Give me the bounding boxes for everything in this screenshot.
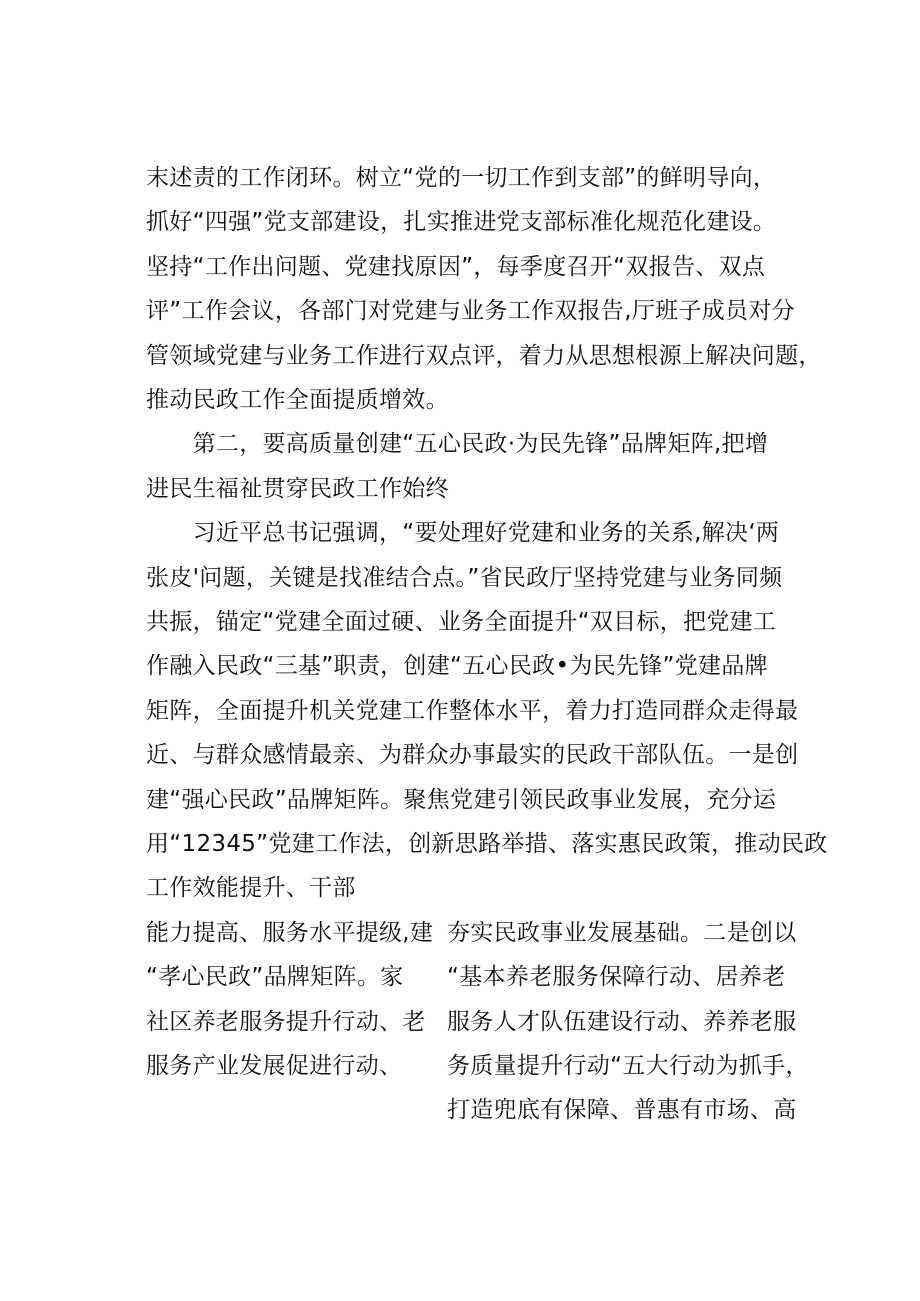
text-line: 服务人才队伍建设行动、养养老服 [447,1009,797,1035]
text-line: 评”工作会议，各部门对党建与业务工作双报告,厅班子成员对分 [146,298,795,324]
section-heading: 第二，要高质量创建“五心民政·为民先锋”品牌矩阵,把增 [146,431,769,457]
text-line: 工作效能提升、干部 [146,875,356,901]
text-line: 作融入民政“三基”职责，创建“五心民政•为民先锋”党建品牌 [146,653,768,679]
text-line: 建“强心民政”品牌矩阵。聚焦党建引领民政事业发展，充分运 [146,787,777,813]
text-line: “基本养老服务保障行动、居养老 [447,964,786,990]
text-line: 习近平总书记强调，“要处理好党建和业务的关系,解决‘两 [146,520,780,546]
text-line: 近、与群众感情最亲、为群众办事最实的民政干部队伍。一是创 [146,742,799,768]
text-line: 能力提高、服务水平提级,建 [146,920,434,946]
text-line: 坚持“工作出问题、党建找原因”，每季度召开“双报告、双点 [146,254,766,280]
text-line: 抓好“四强”党支部建设，扎实推进党支部标准化规范化建设。 [146,209,777,235]
text-line: 管领域党建与业务工作进行双点评，着力从思想根源上解决问题， [146,343,822,369]
text-line: 推动民政工作全面提质增效。 [146,387,449,413]
section-heading: 进民生福祉贯穿民政工作始终 [146,476,449,502]
text-line: 矩阵，全面提升机关党建工作整体水平，着力打造同群众走得最 [146,698,799,724]
text-line: 服务产业发展促进行动、 [146,1053,403,1079]
text-line: 打造兜底有保障、普惠有市场、高 [447,1097,797,1123]
text-line: 张皮'问题，关键是找准结合点。”省民政厅坚持党建与业务同频 [146,565,783,591]
text-line: 务质量提升行动“五大行动为抓手， [447,1053,809,1079]
text-line: 夯实民政事业发展基础。二是创以 [447,920,797,946]
text-line: “孝心民政”品牌矩阵。家 [146,964,404,990]
text-line: 用“12345”党建工作法，创新思路举措、落实惠民政策，推动民政 [146,831,828,857]
text-line: 社区养老服务提升行动、老 [146,1009,426,1035]
text-line: 共振，锚定“党建全面过硬、业务全面提升“双目标，把党建工 [146,609,777,635]
text-line: 末述责的工作闭环。树立“党的一切工作到支部”的鲜明导向， [146,165,777,191]
